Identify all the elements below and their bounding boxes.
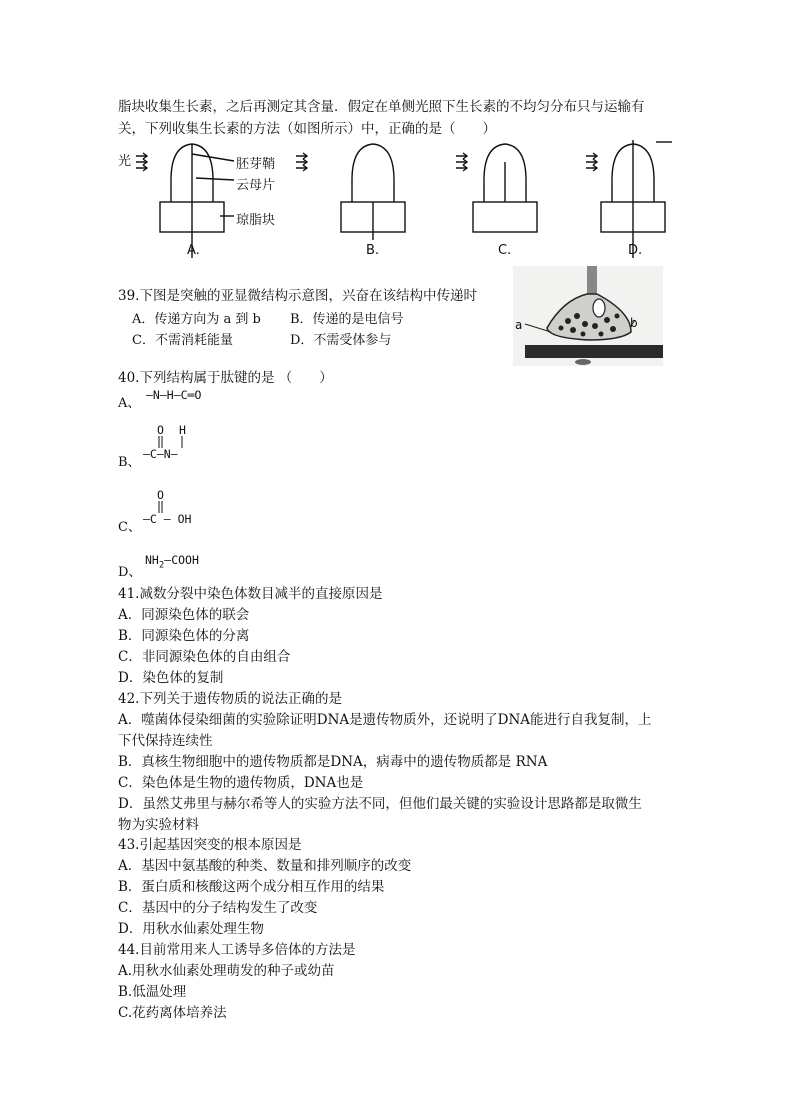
q43-option-c: C．基因中的分子结构发生了改变	[118, 900, 318, 916]
q41-stem: 41.减数分裂中染色体数目减半的直接原因是	[118, 586, 383, 602]
q42-option-c: C．染色体是生物的遗传物质，DNA也是	[118, 775, 364, 791]
q40-option-d-nh: NH	[145, 553, 159, 567]
q39-stem: 39.下图是突触的亚显微结构示意图，兴奋在该结构中传递时	[118, 288, 477, 304]
q39-option-a: A．传递方向为 a 到 b	[132, 312, 261, 327]
q40-stem: 40.下列结构属于肽键的是 （ ）	[118, 370, 333, 386]
q38-label-agar: 琼脂块	[236, 213, 276, 228]
q38-option-b: B.	[366, 243, 380, 258]
synapse-label-b: b	[630, 316, 638, 330]
q41-option-a: A．同源染色体的联会	[118, 607, 250, 623]
q44-stem: 44.目前常用来人工诱导多倍体的方法是	[118, 942, 356, 958]
q38-figure-c	[456, 144, 537, 232]
q40-option-d-formula	[145, 553, 199, 570]
q40-option-c-formula: —C — OH	[143, 512, 192, 526]
q38-text-line2: 关，下列收集生长素的方法（如图所示）中，正确的是（ ）	[118, 121, 496, 137]
q43-stem: 43.引起基因突变的根本原因是	[118, 837, 302, 853]
q40-option-b-o: O	[157, 423, 164, 437]
q43-option-b: B．蛋白质和核酸这两个成分相互作用的结果	[118, 879, 385, 895]
synapse-diagram	[513, 266, 663, 366]
q38-figure-b	[296, 144, 405, 240]
synapse-label-a: a	[515, 318, 523, 332]
q38-text-line1: 脂块收集生长素，之后再测定其含量．假定在单侧光照下生长素的不均匀分布只与运输有	[118, 99, 645, 115]
q38-figure-d	[586, 140, 672, 258]
q42-option-a-line1: A．噬菌体侵染细菌的实验除证明DNA是遗传物质外，还说明了DNA能进行自我复制，上	[118, 712, 652, 728]
q38-label-coleoptile: 胚芽鞘	[236, 157, 276, 172]
q44-option-b: B.低温处理	[118, 984, 187, 1000]
q41-option-d: D．染色体的复制	[118, 670, 224, 686]
q42-stem: 42.下列关于遗传物质的说法正确的是	[118, 691, 342, 707]
q42-option-a-line2: 下代保持连续性	[118, 733, 213, 749]
q38-figure-a	[136, 144, 234, 258]
q41-option-b: B．同源染色体的分离	[118, 628, 250, 644]
q38-option-c: C.	[498, 243, 512, 258]
q38-option-d: D.	[628, 243, 643, 258]
q40-option-d-sub: 2	[158, 560, 165, 571]
q40-option-d-rest: —COOH	[164, 553, 199, 567]
q43-option-a: A．基因中氨基酸的种类、数量和排列顺序的改变	[118, 858, 412, 874]
q42-option-d-line1: D．虽然艾弗里与赫尔希等人的实验方法不同，但他们最关键的实验设计思路都是取微生	[118, 796, 642, 812]
q40-option-a-label: A、	[118, 396, 141, 411]
q40-option-b-formula: —C—N—	[143, 447, 178, 461]
q44-option-a: A.用秋水仙素处理萌发的种子或幼苗	[118, 963, 335, 979]
q38-coleoptile-figure	[116, 140, 686, 262]
q42-option-d-line2: 物为实验材料	[118, 817, 199, 833]
q44-option-c: C.花药离体培养法	[118, 1005, 227, 1021]
q38-label-mica: 云母片	[236, 178, 276, 193]
q42-option-b: B．真核生物细胞中的遗传物质都是DNA，病毒中的遗传物质都是 RNA	[118, 754, 548, 770]
q40-option-c-o: O	[157, 488, 164, 502]
q38-label-light: 光	[118, 154, 132, 169]
q39-option-d: D．不需受体参与	[290, 333, 392, 348]
q40-option-a-formula: —N—H—C═O	[146, 388, 202, 402]
q38-option-a: A.	[187, 243, 200, 258]
q39-option-c: C．不需消耗能量	[132, 333, 233, 348]
q39-option-b: B．传递的是电信号	[290, 312, 404, 327]
q40-option-c-label: C、	[118, 520, 141, 535]
q40-option-b-label: B、	[118, 455, 141, 470]
q40-option-b-h: H	[179, 423, 186, 437]
q43-option-d: D．用秋水仙素处理生物	[118, 921, 264, 937]
q40-option-d-label: D、	[118, 565, 142, 580]
q41-option-c: C．非同源染色体的自由组合	[118, 649, 291, 665]
